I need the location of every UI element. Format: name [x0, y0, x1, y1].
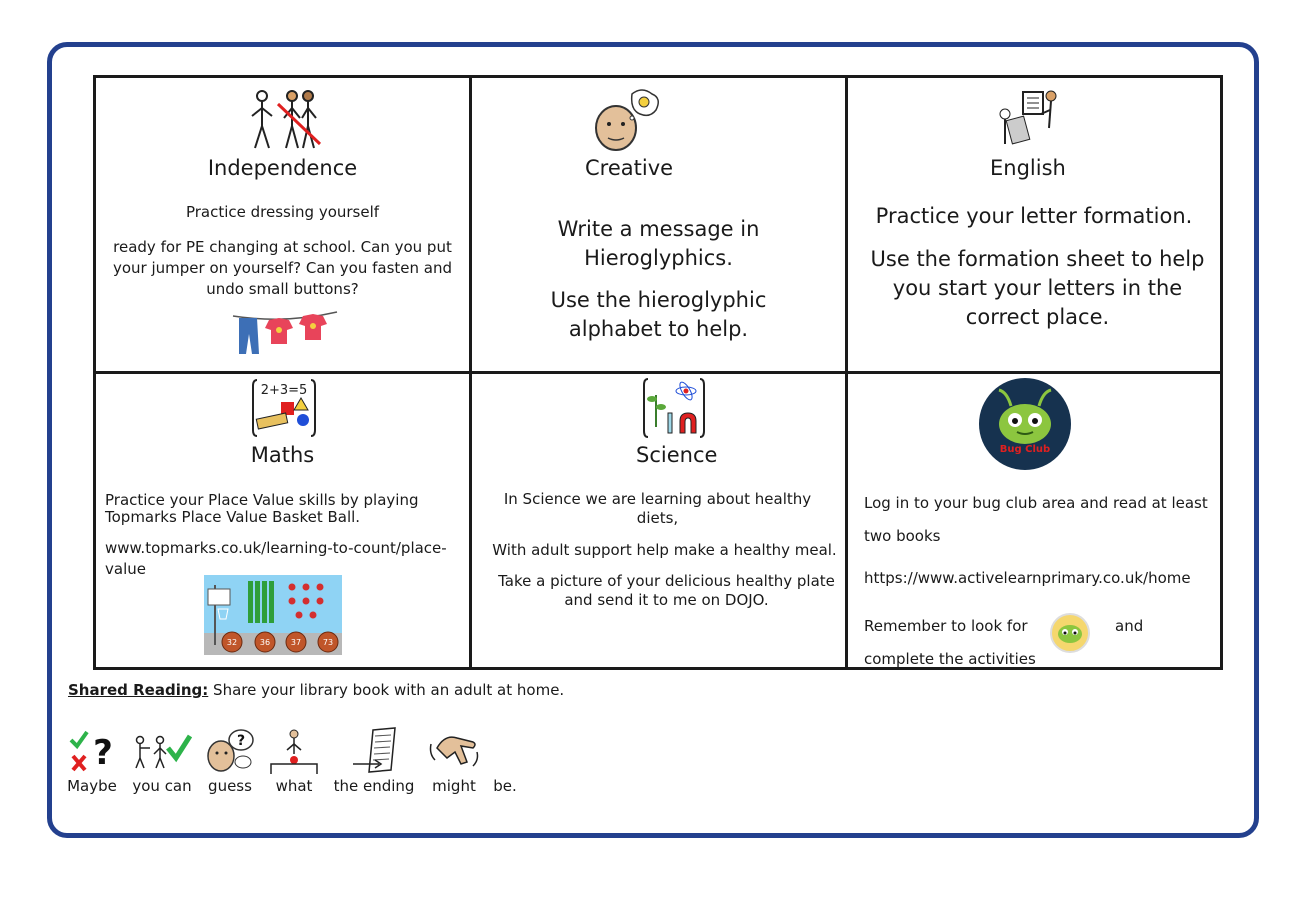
- bug-club-logo-icon: [977, 376, 1073, 472]
- bugclub-line1: Log in to your bug club area and read at least two books: [864, 494, 1208, 545]
- symbol-label: the ending: [333, 777, 415, 795]
- maths-sum-text: 2+3=5: [260, 383, 308, 398]
- cell-creative: [472, 78, 848, 374]
- bugclub-line3a: Remember to look for: [864, 617, 1028, 635]
- shared-reading: [68, 681, 564, 699]
- basketball-number: 32: [226, 638, 238, 647]
- creative-line2: Use the hieroglyphic alphabet to help.: [550, 288, 767, 341]
- bugclub-line4: complete the activities: [864, 650, 1036, 667]
- independence-title: Independence: [207, 156, 358, 180]
- creative-line1: Write a message in Hieroglyphics.: [557, 217, 760, 270]
- science-line3: Take a picture of your delicious healthy plate and send it to me on DOJO.: [498, 572, 835, 609]
- symbol-label: might: [432, 777, 476, 795]
- bugclub-line2: https://www.activelearnprimary.co.uk/home: [864, 569, 1191, 587]
- clothes-line-icon: [231, 310, 339, 356]
- english-line2: Use the formation sheet to help you start your letters in the correct place.: [870, 247, 1205, 329]
- shared-reading-label: Shared Reading:: [68, 681, 209, 699]
- symbol-label: what: [275, 777, 313, 795]
- science-title: Science: [636, 443, 718, 467]
- science-line1: In Science we are learning about healthy diets,: [503, 490, 812, 527]
- cell-maths: [96, 374, 472, 667]
- bugclub-line3b: and: [1115, 617, 1144, 635]
- symbol-you-can: [129, 726, 195, 795]
- idea-head-icon: [592, 88, 662, 152]
- maths-icon: [251, 378, 317, 438]
- teacher-board-icon: [993, 88, 1059, 152]
- independence-line2: ready for PE changing at school. Can you put your jumper on yourself? Can you fasten and undo small buttons?: [112, 238, 453, 298]
- what-icon: [267, 726, 321, 774]
- maths-line1: Practice your Place Value skills by playing Topmarks Place Value Basket Ball.: [105, 491, 419, 526]
- ending-icon: [333, 726, 415, 774]
- english-line1: Practice your letter formation.: [875, 204, 1193, 228]
- symbol-label: Maybe: [67, 777, 117, 795]
- maybe-icon: [67, 726, 117, 774]
- symbol-guess: [205, 726, 255, 795]
- cell-science: [472, 374, 848, 667]
- symbol-label: you can: [132, 777, 192, 795]
- creative-title: Creative: [585, 156, 674, 180]
- basketball-number: 37: [290, 638, 302, 647]
- bug-club-logo-text: Bug Club: [999, 444, 1051, 455]
- might-icon: [427, 726, 481, 774]
- science-line2: With adult support help make a healthy meal.: [492, 541, 837, 559]
- science-icon: [642, 377, 706, 439]
- symbol-label: guess: [208, 777, 252, 795]
- people-crossed-icon: [246, 88, 326, 152]
- you-can-icon: [132, 726, 192, 774]
- symbol-maybe: [65, 726, 119, 795]
- english-title: English: [990, 156, 1066, 180]
- svg-text:?: ?: [236, 733, 246, 749]
- basketball-number: 73: [322, 638, 334, 647]
- bug-coin-icon: [1049, 612, 1091, 654]
- maths-line2: www.topmarks.co.uk/learning-to-count/place-value: [105, 539, 447, 578]
- cell-bugclub: [848, 374, 1220, 667]
- symbol-the-ending: [333, 726, 415, 795]
- shared-reading-text: Share your library book with an adult at home.: [208, 681, 565, 699]
- cell-english: [848, 78, 1220, 374]
- independence-line1: Practice dressing yourself: [185, 203, 380, 221]
- maths-title: Maths: [250, 443, 315, 467]
- svg-text:?: ?: [93, 733, 113, 773]
- symbol-label: be.: [493, 777, 517, 795]
- cell-independence: [96, 78, 472, 374]
- symbol-might: [427, 726, 481, 795]
- activity-grid: [93, 75, 1223, 670]
- guess-icon: [205, 726, 255, 774]
- basketball-game-icon: [204, 575, 342, 655]
- basketball-number: 36: [259, 638, 271, 647]
- symbol-what: [267, 726, 321, 795]
